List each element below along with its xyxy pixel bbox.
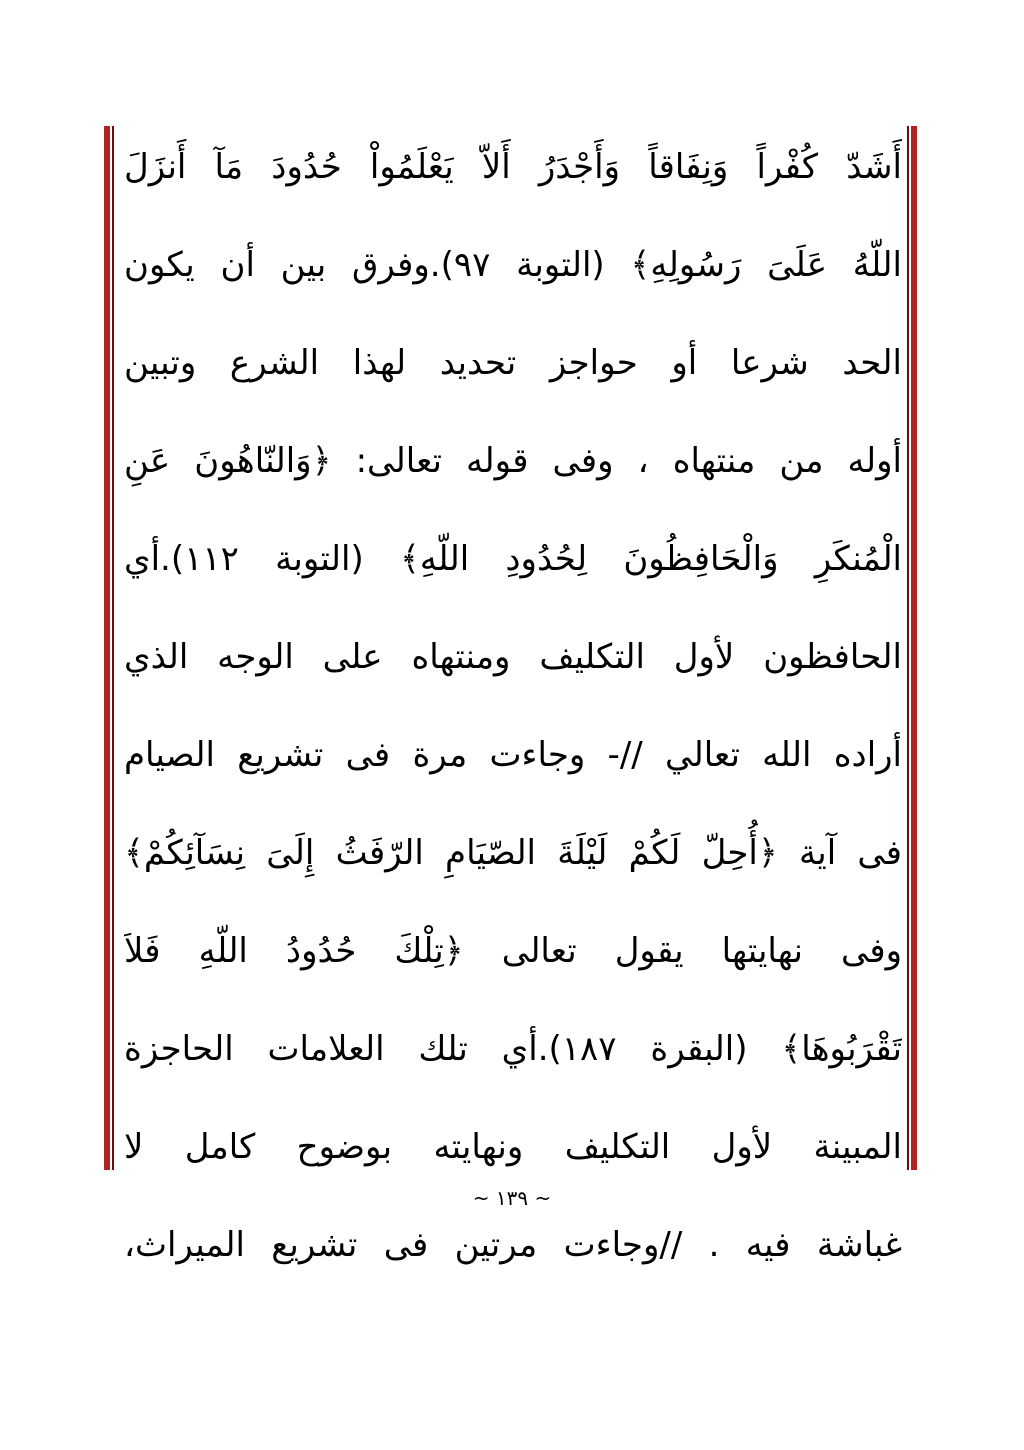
text-line-10: تَقْرَبُوهَا﴾ (البقرة ١٨٧).أي تلك العلامات الحاجزة [124, 1029, 902, 1069]
text-line-11: المبينة لأول التكليف ونهايته بوضوح كامل لا [124, 1127, 902, 1167]
left-border-thin-rule [112, 126, 114, 1170]
text-line-6: الحافظون لأول التكليف ومنتهاه على الوجه الذي [124, 637, 902, 677]
text-line-3: الحد شرعا أو حواجز تحديد لهذا الشرع وتبين [124, 343, 902, 383]
text-line-5: الْمُنكَرِ وَالْحَافِظُونَ لِحُدُودِ اللّهِ﴾ (التوبة ١١٢).أي [124, 539, 902, 579]
text-line-12: غباشة فيه . //وجاءت مرتين فى تشريع الميراث، [124, 1225, 902, 1265]
text-line-7: أراده الله تعالي //- وجاءت مرة فى تشريع الصيام [124, 735, 902, 775]
left-border-thick-rule [104, 126, 110, 1170]
text-line-9: وفى نهايتها يقول تعالى ﴿تِلْكَ حُدُودُ اللّهِ فَلاَ [124, 931, 902, 971]
right-border-thick-rule [911, 126, 917, 1170]
page-number: ~ ١٣٩ ~ [472, 1186, 552, 1210]
text-line-1: أَشَدّ كُفْراً وَنِفَاقاً وَأَجْدَرُ أَلاّ يَعْلَمُواْ حُدُودَ مَآ أَنزَلَ [124, 147, 902, 187]
text-line-8: فى آية ﴿أُحِلّ لَكُمْ لَيْلَةَ الصّيَامِ الرّفَثُ إِلَىَ نِسَآئِكُمْ﴾ [124, 833, 902, 873]
text-line-4: أوله من منتهاه ، وفى قوله تعالى: ﴿وَالنّاهُونَ عَنِ [124, 441, 902, 481]
right-border-thin-rule [907, 126, 909, 1170]
text-line-2: اللّهُ عَلَىَ رَسُولِهِ﴾ (التوبة ٩٧).وفرق بين أن يكون [124, 245, 902, 285]
left-border-rule [104, 126, 116, 1170]
body-text [124, 118, 902, 1294]
right-border-rule [907, 126, 919, 1170]
